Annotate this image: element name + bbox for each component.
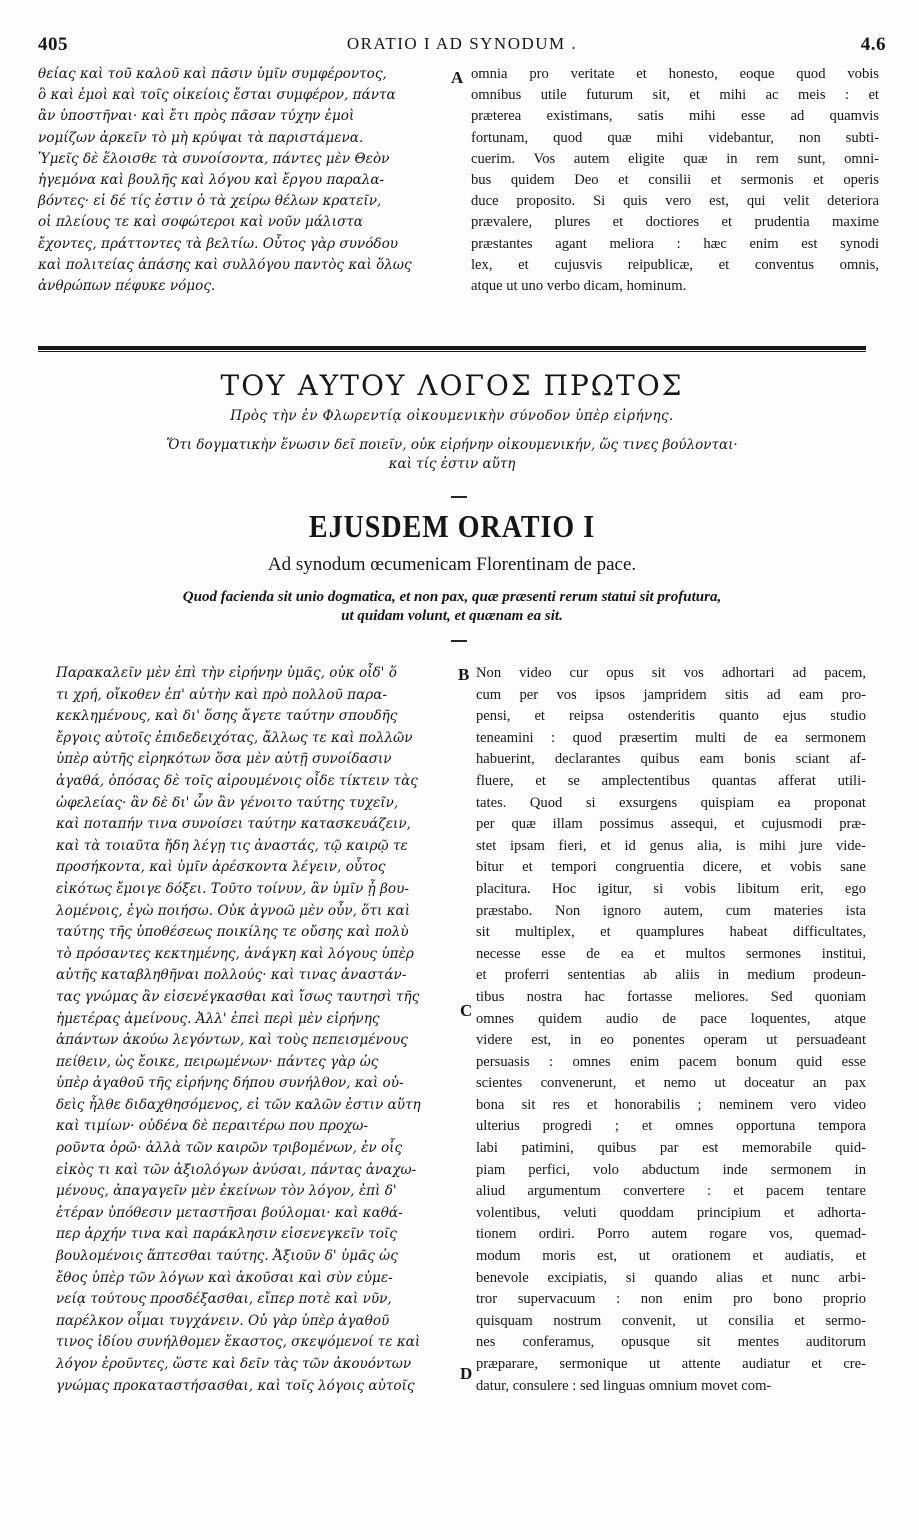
text-line: αὐτῆς καταβληθῆναι πολλούς· καὶ τινας ἀναστάν- [56, 967, 407, 984]
margin-marker-d: D [460, 1364, 473, 1383]
title-separator-dash [451, 496, 467, 498]
text-line: λόγον ἐροῦντες, ὥστε καὶ δεῖν τὰς τῶν ἀκουόντων [56, 1356, 412, 1372]
text-line: benevole excipiatis, si quando alias et nunc arbi- [476, 1269, 866, 1286]
text-line: fluere, et se amplectentibus quantas afferat utili- [476, 772, 866, 789]
text-line: περ ἀρχήν τινα καὶ παράκλησιν εἰσενεγκεῖν τοῖς [56, 1226, 397, 1243]
text-line: cuerim. Vos autem eligite quæ in rem sunt, omni- [471, 150, 879, 167]
main-greek-column [56, 663, 456, 1397]
text-line: ulterius progredi ; et omnes opportuna tempora [476, 1118, 866, 1135]
text-line: ἔργοις αὐτοῖς ἐπιδεδειχότας, ἄλλως τε καὶ πολλῶν [56, 729, 413, 746]
text-line: γνώμας προκαταστήσασθαι, καὶ τοῖς λόγοις αὐτοῖς [56, 1377, 415, 1394]
text-line: necesse esse de ea et multos sermones institui, [476, 945, 866, 962]
text-line: omnes quidem audio de pace loquentes, atque [476, 1010, 866, 1027]
text-line: ὠφελείας· ἂν δὲ δι' ὧν ἂν γένοιτο ταύτης τυχεῖν, [56, 794, 399, 811]
latin-oration-subtitle: Ad synodum œcumenicam Florentinam de pace. [267, 554, 637, 575]
text-line: καὶ ποταπήν τινα συνοίσει ταύτην κατασκευάζειν, [56, 816, 411, 833]
section-rule [38, 346, 866, 350]
text-line: καὶ πολιτείας ἁπάσης καὶ συλλόγου παντὸς καὶ ὅλως [38, 256, 412, 273]
text-line: τας γνώμας ἂν εἰσενέγκασθαι καὶ ἴσως ταυτησὶ τῆς [56, 988, 420, 1005]
text-line: ἡγεμόνα καὶ βουλῆς καὶ λόγου καὶ ἔργου παραλα- [38, 172, 385, 189]
text-line: datur, consulere : sed linguas omnium movet com- [476, 1377, 772, 1394]
text-line: Παρακαλεῖν μὲν ἐπὶ τὴν εἰρήνην ὑμᾶς, οὐκ οἶδ' ὅ [56, 665, 397, 681]
text-line: modum moris est, ut orationem et audiatis, et [476, 1248, 866, 1265]
latin-argument-line: ut quidam volunt, et quænam ea sit. [341, 608, 563, 624]
text-line: τὸ πρόσαντες κεκτημένης, ἀνάγκη καὶ λόγους ὑπὲρ [56, 945, 414, 962]
text-line: τινος ἰδίου συνήλθομεν ἕκαστος, σκεψόμενοί τε καὶ [56, 1334, 421, 1351]
text-line: præparare, sermonique ut attente audiatur et cre- [476, 1356, 866, 1372]
text-line: persuasis : omnes enim pacem bonum quid esse [476, 1053, 866, 1070]
greek-argument-line: καὶ τίς ἐστιν αὕτη [388, 456, 516, 472]
text-line: πείθειν, ὡς ἔοικε, πειρωμένων· πάντες γὰρ ὡς [56, 1053, 379, 1070]
page-number-right: 4.6 [860, 34, 886, 55]
text-line: ἔθος ὑπὲρ τῶν λόγων καὶ ἀκοῦσαι καὶ σὺν εὐμε- [56, 1269, 393, 1286]
text-line: omnia pro veritate et honesto, eoque quod vobis [471, 66, 879, 82]
text-line: Non video cur opus sit vos adhortari ad pacem, [476, 665, 866, 681]
text-line: tibus nostra hac fortasse meliores. Sed quoniam [476, 988, 866, 1005]
latin-oration-title: EJUSDEM ORATIO I [308, 510, 596, 545]
text-line: βουλομένοις ἅπτεσθαι ταύτης. Ἀξιοῦν δ' ὑμᾶς ὡς [56, 1248, 398, 1265]
text-line: quisquam nostrum convenit, ut consilia et sermo- [476, 1312, 866, 1329]
text-line: τι χρή, οἴκοθεν ἐπ' αὐτὴν καὶ πρὸ πολλοῦ παρα- [56, 686, 388, 703]
text-line: nes conferamus, opusque sit mentes auditorum [476, 1334, 866, 1351]
text-line: ἔχοντες, πράττοντες τὰ βελτίω. Οὗτος γὰρ συνόδου [38, 235, 399, 252]
text-line: præstantes agant meliora : hæc enim est synodi [471, 235, 879, 252]
text-line: scientes convenerunt, et nemo ut doceatur an pax [476, 1075, 866, 1092]
text-line: prævalere, plures et doctiores et prudentia maxime [471, 214, 879, 231]
text-line: pensi, et reipsa ostenderitis quanto ejus studio [476, 708, 866, 725]
text-line: præterea existimans, satis mihi esse ad quamvis [471, 108, 879, 125]
text-line: εἰκὸς τι καὶ τῶν ἀξιολόγων ἀνύσαι, πάντας ἀναχω- [56, 1161, 417, 1178]
text-line: Ὑμεῖς δὲ ἕλοισθε τὰ συνοίσοντα, πάντες μὲν Θεὸν [38, 150, 390, 167]
text-line: νείᾳ τούτους προσδέξασθαι, εἴπερ ποτὲ καὶ νῦν, [56, 1291, 392, 1308]
margin-marker-a: A [451, 68, 464, 87]
text-line: ροῦντα ὁρῶ· ἀλλὰ τῶν καιρῶν τριβομένων, ἐν οἷς [56, 1140, 403, 1157]
text-line: fortunam, quod quæ mihi videbantur, non subti- [471, 129, 879, 146]
text-line: omnibus utile futurum sit, et mihi ac meis : et [471, 87, 879, 104]
latin-argument-line: Quod facienda sit unio dogmatica, et non pax, quæ præsenti rerum statui sit profutura, [182, 589, 722, 605]
text-line: μένους, ἀπαγαγεῖν μὲν ἐκείνων τὸν λόγον, ἐπὶ δ' [56, 1183, 397, 1200]
margin-marker-b: B [458, 665, 470, 684]
latin-argument [38, 588, 866, 626]
text-line: teneamini : quod præsertim multi de ea sermonem [476, 729, 866, 746]
text-line: ἑτέραν ὑπόθεσιν μεταστῆσαι βούλομαι· καὶ καθά- [56, 1204, 403, 1221]
text-line: ἀνθρώπων πέφυκε νόμος. [38, 278, 216, 295]
text-line: δεὶς ἦλθε διδαχθησόμενος, εἰ τῶν καλῶν ἐστιν αὕτη [56, 1096, 421, 1113]
text-line: habuerint, declarantes quibus eam bonis sciant af- [476, 751, 866, 768]
text-line: duce proposito. Si quis vero est, qui velit deteriora [471, 193, 879, 210]
text-line: piam perfici, volo abductum inde sermonem in [476, 1161, 866, 1178]
text-line: tates. Quod si exsurgens quispiam ea proponat [476, 794, 866, 811]
text-line: παρέλκον οἶμαι τυγχάνειν. Οὐ γὰρ ὑπὲρ ἀγαθοῦ [56, 1312, 390, 1329]
greek-oration-subtitle: Πρὸς τὴν ἐν Φλωρεντίᾳ οἰκουμενικὴν σύνοδον ὑπὲρ εἰρήνης. [230, 408, 674, 424]
text-line: bitur et tempori congruentia dicere, et vobis sane [476, 859, 866, 876]
text-line: lex, et cujusvis reipublicæ, et conventus omnis, [471, 256, 879, 273]
title-separator-dash [451, 640, 467, 642]
page-number-left: 405 [38, 34, 68, 55]
top-latin-column [471, 64, 879, 297]
text-line: stet ipsam fieri, et id genus alia, is mihi jure vide- [476, 837, 866, 854]
text-line: bona sit res et honorabilis ; neminem vero video [476, 1096, 866, 1113]
text-line: sit multiplex, et quamplures habeat difficultates, [476, 924, 866, 941]
text-line: ὃ καὶ ἐμοὶ καὶ τοῖς οἰκείοις ἔσται συμφέρον, πάντα [38, 87, 396, 104]
text-line: καὶ τιμίων· οὐδένα δὲ περαιτέρω που προχω- [56, 1118, 368, 1135]
greek-argument [38, 436, 866, 474]
text-line: λομένοις, ἐγὼ ποιήσω. Οὐκ ἀγνοῶ μὲν οὖν, ὅτι καὶ [56, 902, 411, 919]
top-greek-column [38, 64, 458, 297]
text-line: ἁπάντων ἀκούω λεγόντων, καὶ τοὺς πεπεισμένους [56, 1032, 408, 1049]
text-line: οἱ πλείους τε καὶ σοφώτεροι καὶ νοῦν μάλιστα [38, 214, 363, 231]
text-line: tror supervacuum : non enim pro bono proprio [476, 1291, 866, 1308]
margin-marker-c: C [460, 1001, 473, 1020]
text-line: κεκλημένους, καὶ δι' ὅσης ἄγετε ταύτην σπουδῆς [56, 708, 398, 725]
text-line: βόντες· εἰ δέ τίς ἐστιν ὁ τὰ χείρω θέλων κρατεῖν, [38, 193, 382, 210]
text-line: bus quidem Deo et consilii et sermonis et operis [471, 172, 879, 189]
running-title: ORATIO I AD SYNODUM . [346, 34, 578, 53]
greek-argument-line: Ὅτι δογματικὴν ἕνωσιν δεῖ ποιεῖν, οὐκ εἰρήνην οἰκουμενικήν, ὥς τινες βούλονται· [166, 437, 738, 453]
text-line: volentibus, veluti quoddam principium et adhorta- [476, 1204, 866, 1221]
text-line: εἰκότως ἔμοιγε δόξει. Τοῦτο τοίνυν, ἂν ὑμῖν ᾖ βου- [56, 880, 409, 897]
text-line: ἂν ὑποστῆναι· καὶ ἔτι πρὸς πᾶσαν τύχην ἐμοὶ [38, 108, 355, 125]
greek-oration-title: ΤΟΥ ΑΥΤΟΥ ΛΟΓΟΣ ΠΡΩΤΟΣ [220, 369, 684, 402]
text-line: videre est, in eo ponentes operam ut persuadeant [476, 1032, 866, 1049]
section-rule-thin [38, 351, 866, 352]
text-line: labi patimini, quibus par est memorabile quid- [476, 1140, 866, 1157]
main-latin-column [476, 663, 866, 1397]
text-line: ὑπὲρ αὐτῆς εἰρηκότων ὅσα μὲν αὐτῇ συνοίδασιν [56, 751, 392, 768]
text-line: atque ut uno verbo dicam, hominum. [471, 278, 687, 295]
text-line: cum per vos ipsos jampridem sitis ad eam pro- [476, 686, 866, 703]
text-line: placitura. Hoc igitur, si vobis libitum erit, ego [476, 880, 866, 897]
text-line: ταύτης τῆς ὑποθέσεως ποικίλης τε οὔσης καὶ πολὺ [56, 924, 409, 941]
text-line: tionem ordiri. Porro autem rogare vos, quemad- [476, 1226, 866, 1243]
text-line: ὑπὲρ ἀγαθοῦ τῆς εἰρήνης δήπου συνήλθον, καὶ οὐ- [56, 1075, 404, 1092]
page-header [38, 34, 886, 58]
text-line: θείας καὶ τοῦ καλοῦ καὶ πᾶσιν ὑμῖν συμφέροντος, [38, 66, 387, 82]
text-line: aliud argumentum convertere : et pacem tentare [476, 1183, 866, 1200]
text-line: προσήκοντα, καὶ ὑμῖν ἀρέσκοντα λέγειν, οὗτος [56, 859, 386, 876]
text-line: ἡμετέρας ἀμείνους. Ἀλλ' ἐπεὶ περὶ μὲν εἰρήνης [56, 1010, 380, 1027]
text-line: ἀγαθά, ὁπόσας δὲ τοῖς αἱρουμένοις οἶδε τίκτειν τὰς [56, 772, 418, 789]
text-line: præstabo. Non ignoro autem, cum materies ista [476, 902, 866, 919]
text-line: et proferri sententias ab aliis in medium prodeun- [476, 967, 866, 984]
text-line: per quæ illam possimus assequi, et cujusmodi præ- [476, 816, 866, 833]
text-line: καὶ τὰ τοιαῦτα ἤδη λέγῃ τις ἀναστάς, τῷ καιρῷ τε [56, 837, 408, 854]
text-line: νομίζων ἀρκεῖν τὸ μὴ κρύψαι τὰ παριστάμενα. [38, 129, 364, 146]
